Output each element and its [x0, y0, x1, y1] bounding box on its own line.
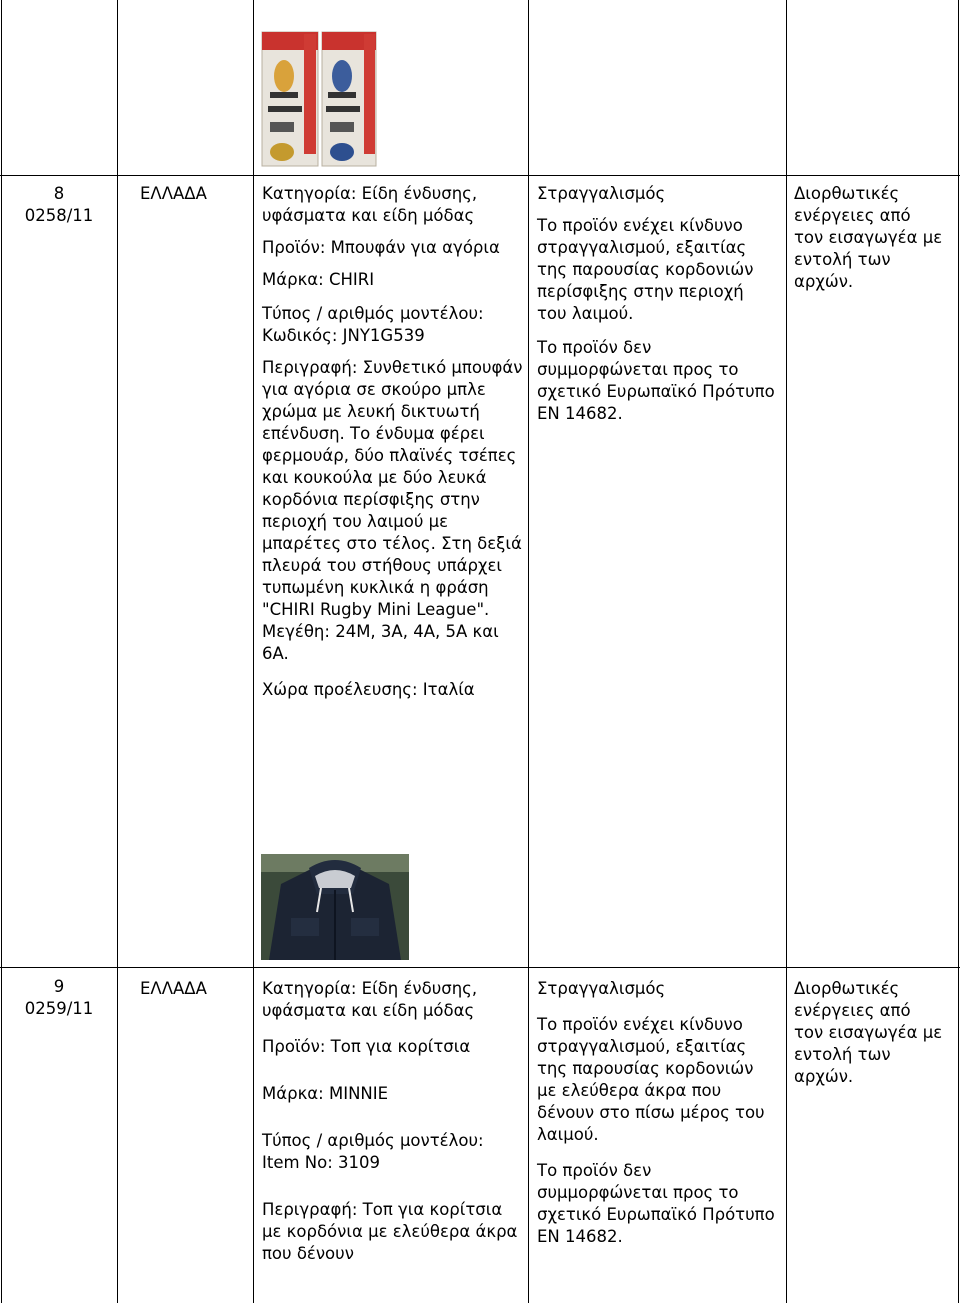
row-9-number: 9 — [53, 977, 65, 996]
column-divider-4 — [786, 0, 787, 1303]
row-9-risk-type: Στραγγαλισμός — [537, 979, 666, 998]
row-9-ref: 0259/11 — [24, 999, 94, 1018]
row-8-origin: Χώρα προέλευσης: Ιταλία — [262, 680, 475, 699]
column-divider-1 — [117, 0, 118, 1303]
product-image-jacket — [261, 854, 409, 960]
row-8-country: ΕΛΛΑΔΑ — [140, 184, 207, 203]
bicycle-accessory-icon — [260, 30, 378, 168]
row-8-description: Περιγραφή: Συνθετικό μπουφάν για αγόρια σε σκούρο μπλε χρώμα με λευκή δικτυωτή επένδυση. Το ένδυμα φέρει φερμουάρ, δύο πλαϊνές τσέπες και κουκούλα με δύο λευκά κορδόνια περίσφιξης στην περιοχή του λαιμού με μπαρέτες στο τέλος. Στη δεξιά πλευρά του στήθους υπάρχει τυπωμένη κυκλικά η φράση "CHIRI Rugby Mini League". Μεγέθη: 24M, 3A, 4A, 5A και 6A. — [262, 358, 523, 663]
row-8-product: Προϊόν: Μπουφάν για αγόρια — [262, 238, 500, 257]
row-9-model-value: Item No: 3109 — [262, 1153, 381, 1172]
row-9-category: Κατηγορία: Είδη ένδυσης, υφάσματα και είδη μόδας — [262, 979, 478, 1020]
table-border-right — [958, 0, 959, 1303]
row-9-model-label: Τύπος / αριθμός μοντέλου: — [262, 1131, 484, 1150]
product-image-blister-packs — [260, 30, 378, 168]
row-8-model-label: Τύπος / αριθμός μοντέλου: — [262, 304, 484, 323]
row-9-measures: Διορθωτικές ενέργειες από τον εισαγωγέα με εντολή των αρχών. — [794, 979, 943, 1086]
row-8-number-cell — [2, 183, 116, 227]
row-9-risk-desc: Το προϊόν ενέχει κίνδυνο στραγγαλισμού, εξαιτίας της παρουσίας κορδονιών με ελεύθερα άκρα που δένουν στο πίσω μέρος του λαιμού. — [537, 1015, 765, 1144]
row-8-standard: Το προϊόν δεν συμμορφώνεται προς το σχετικό Ευρωπαϊκό Πρότυπο EN 14682. — [537, 338, 775, 423]
row-8-category: Κατηγορία: Είδη ένδυσης, υφάσματα και είδη μόδας — [262, 184, 478, 225]
row-9-country-cell — [140, 978, 250, 1000]
row-8-measures-cell — [794, 183, 944, 303]
row-9-standard: Το προϊόν δεν συμμορφώνεται προς το σχετικό Ευρωπαϊκό Πρότυπο EN 14682. — [537, 1161, 775, 1246]
row-8-model-value: Κωδικός: JNY1G539 — [262, 326, 425, 345]
row-9-measures-cell — [794, 978, 944, 1098]
column-divider-2 — [253, 0, 254, 1303]
row-9-product: Προϊόν: Τοπ για κορίτσια — [262, 1037, 471, 1056]
row-9-number-cell — [2, 976, 116, 1020]
row-8-ref: 0258/11 — [24, 206, 94, 225]
row-8-brand: Μάρκα: CHIRI — [262, 270, 375, 289]
row-8-country-cell — [140, 183, 250, 205]
row-8-measures: Διορθωτικές ενέργειες από τον εισαγωγέα με εντολή των αρχών. — [794, 184, 943, 291]
row-8-risk-cell — [537, 183, 777, 435]
row-divider-2 — [0, 967, 960, 968]
jacket-icon — [261, 854, 409, 960]
column-divider-3 — [528, 0, 529, 1303]
row-9-product-cell — [262, 978, 524, 1275]
row-9-risk-cell — [537, 978, 777, 1258]
row-8-number: 8 — [53, 184, 65, 203]
row-9-country: ΕΛΛΑΔΑ — [140, 979, 207, 998]
row-8-product-cell — [262, 183, 524, 711]
row-8-risk-desc: Το προϊόν ενέχει κίνδυνο στραγγαλισμού, εξαιτίας της παρουσίας κορδονιών περίσφιξης στην περιοχή του λαιμού. — [537, 216, 754, 323]
row-8-risk-type: Στραγγαλισμός — [537, 184, 666, 203]
row-divider-1 — [0, 175, 960, 176]
row-9-brand: Μάρκα: MINNIE — [262, 1084, 389, 1103]
row-9-description: Περιγραφή: Τοπ για κορίτσια με κορδόνια με ελεύθερα άκρα που δένουν — [262, 1200, 518, 1263]
